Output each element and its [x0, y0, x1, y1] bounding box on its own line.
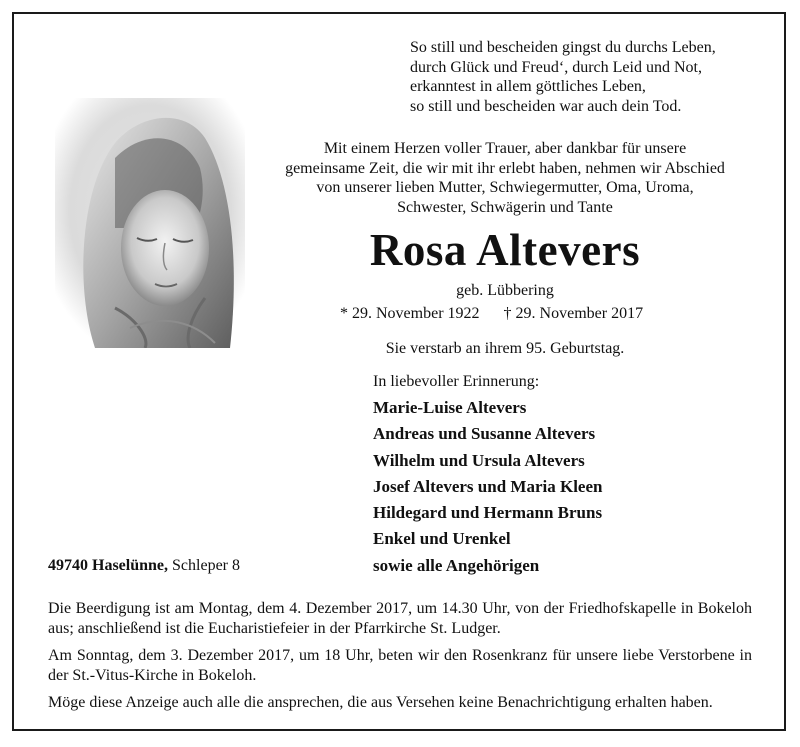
memorial-poem	[410, 38, 716, 116]
mourners-list	[373, 395, 602, 579]
mourner-entry: Marie-Luise Altevers	[373, 398, 527, 417]
mourner-entry: Wilhelm und Ursula Altevers	[373, 450, 585, 470]
death-date: † 29. November 2017	[503, 305, 644, 322]
madonna-portrait-image	[55, 98, 245, 348]
maiden-name: geb. Lübbering	[456, 282, 554, 299]
funeral-note: Am Sonntag, dem 3. Dezember 2017, um 18 Uhr, beten wir den Rosenkranz für unsere liebe Verstorbene in der St.-Vitus-Kirche in Bokeloh.	[48, 647, 752, 684]
mourner-entry: sowie alle Angehörigen	[373, 555, 540, 575]
mourner-entry: Andreas und Susanne Altevers	[373, 424, 596, 444]
mourner-entry: Josef Altevers und Maria Kleen	[373, 476, 603, 496]
intro-line: von unserer lieben Mutter, Schwiegermutter, Oma, Uroma,	[316, 179, 694, 196]
life-dates	[340, 305, 643, 323]
funeral-note: Die Beerdigung ist am Montag, dem 4. Dezember 2017, um 14.30 Uhr, von der Friedhofskapelle in Bokeloh aus; anschließend ist die Eucharistiefeier in der Pfarrkirche St. Ludger.	[48, 600, 752, 637]
address-city: 49740 Haselünne,	[48, 557, 169, 574]
mourner-entry: Hildegard und Hermann Bruns	[373, 503, 603, 523]
memory-label: In liebevoller Erinnerung:	[373, 373, 540, 390]
intro-line: Schwester, Schwägerin und Tante	[397, 198, 613, 216]
poem-line: so still und bescheiden war auch dein Tod.	[410, 97, 682, 115]
poem-line: durch Glück und Freud‘, durch Leid und Not,	[410, 58, 702, 76]
age-note: Sie verstarb an ihrem 95. Geburtstag.	[385, 340, 625, 357]
poem-line: erkanntest in allem göttliches Leben,	[410, 78, 646, 95]
deceased-name: Rosa Altevers	[369, 225, 641, 275]
funeral-note: Möge diese Anzeige auch alle die ansprechen, die aus Versehen keine Benachrichtigung erhalten haben.	[48, 694, 713, 711]
poem-line: So still und bescheiden gingst du durchs Leben,	[410, 39, 716, 56]
farewell-text	[255, 139, 755, 217]
funeral-notes	[48, 599, 752, 721]
mourner-entry: Enkel und Urenkel	[373, 529, 511, 549]
intro-line: gemeinsame Zeit, die wir mit ihr erlebt haben, nehmen wir Abschied	[285, 159, 725, 177]
family-address	[48, 557, 240, 575]
intro-line: Mit einem Herzen voller Trauer, aber dankbar für unsere	[323, 140, 687, 157]
address-street: Schleper 8	[172, 557, 240, 574]
birth-date: * 29. November 1922	[340, 305, 480, 322]
